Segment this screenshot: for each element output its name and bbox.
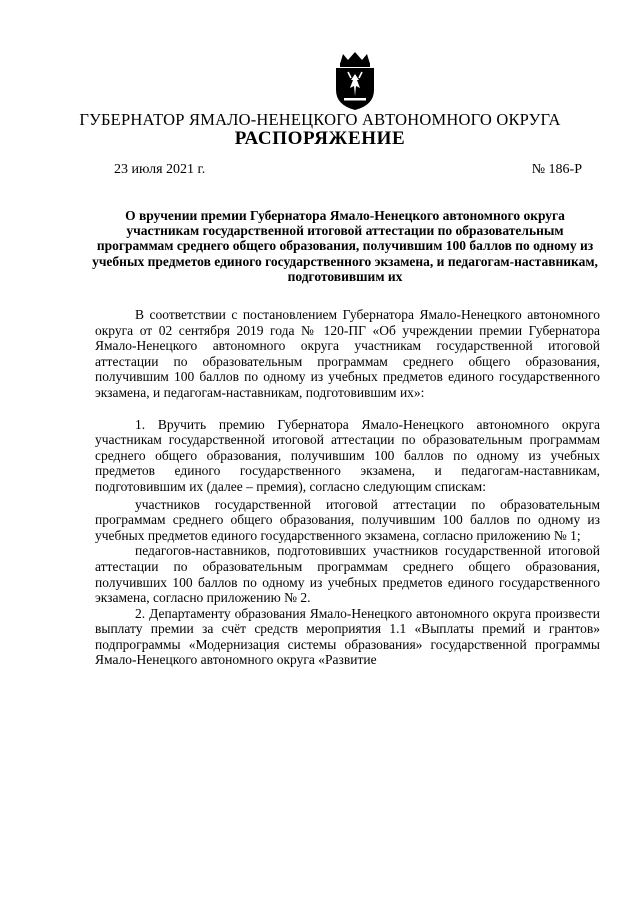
- yamal-coat-of-arms-icon: [330, 50, 380, 112]
- org-name: ГУБЕРНАТОР ЯМАЛО-НЕНЕЦКОГО АВТОНОМНОГО ОКРУГА: [79, 110, 561, 129]
- item-1-list-1: участников государственной итоговой аттестации по образовательным программам среднего общего образования, получившим 100 баллов по одному из учебных предметов единого государственного экзамена, согласно приложению № 1;: [95, 496, 600, 543]
- document-type: РАСПОРЯЖЕНИЕ: [234, 128, 406, 149]
- document-date: 23 июля 2021 г.: [114, 162, 206, 177]
- item-2-paragraph: 2. Департаменту образования Ямало-Ненецкого автономного округа произвести выплату премии за счёт средств мероприятия 1.1 «Выплаты премий и грантов» подпрограммы «Модернизация системы образования» государственной программы Ямало-Ненецкого автономного округа «Развитие: [95, 605, 600, 668]
- document-body: [95, 307, 600, 668]
- item-1-list-2: педагогов-наставников, подготовивших участников государственной итоговой аттестации по образовательным программам среднего общего образования, получивших 100 баллов по одному из учебных предметов единого государственного экзамена, согласно приложению № 2.: [95, 543, 600, 606]
- item-1-paragraph: 1. Вручить премию Губернатора Ямало-Ненецкого автономного округа участникам государственной итоговой аттестации по образовательным программам среднего общего образования, получившим 100 баллов по одному из учебных предметов единого государственного экзамена, и педагогам-наставникам, подготовившим их (далее – премия), согласно следующим спискам:: [95, 416, 600, 494]
- document-number: № 186-Р: [531, 162, 582, 177]
- preamble-paragraph: В соответствии с постановлением Губернатора Ямало-Ненецкого автономного округа от 02 сентября 2019 года № 120-ПГ «Об учреждении премии Губернатора Ямало-Ненецкого автономного округа участникам государственной итоговой аттестации по образовательным программам среднего общего образования, получившим 100 баллов по одному из учебных предметов единого государственного экзамена, и педагогам-наставникам, подготовившим их»:: [95, 307, 600, 400]
- document-title: О вручении премии Губернатора Ямало-Ненецкого автономного округа участникам государственной итоговой аттестации по образовательным программам среднего общего образования, получившим 100 баллов по одному из учебных предметов единого государственного экзамена, и педагогам-наставникам, подготовившим их: [92, 208, 598, 284]
